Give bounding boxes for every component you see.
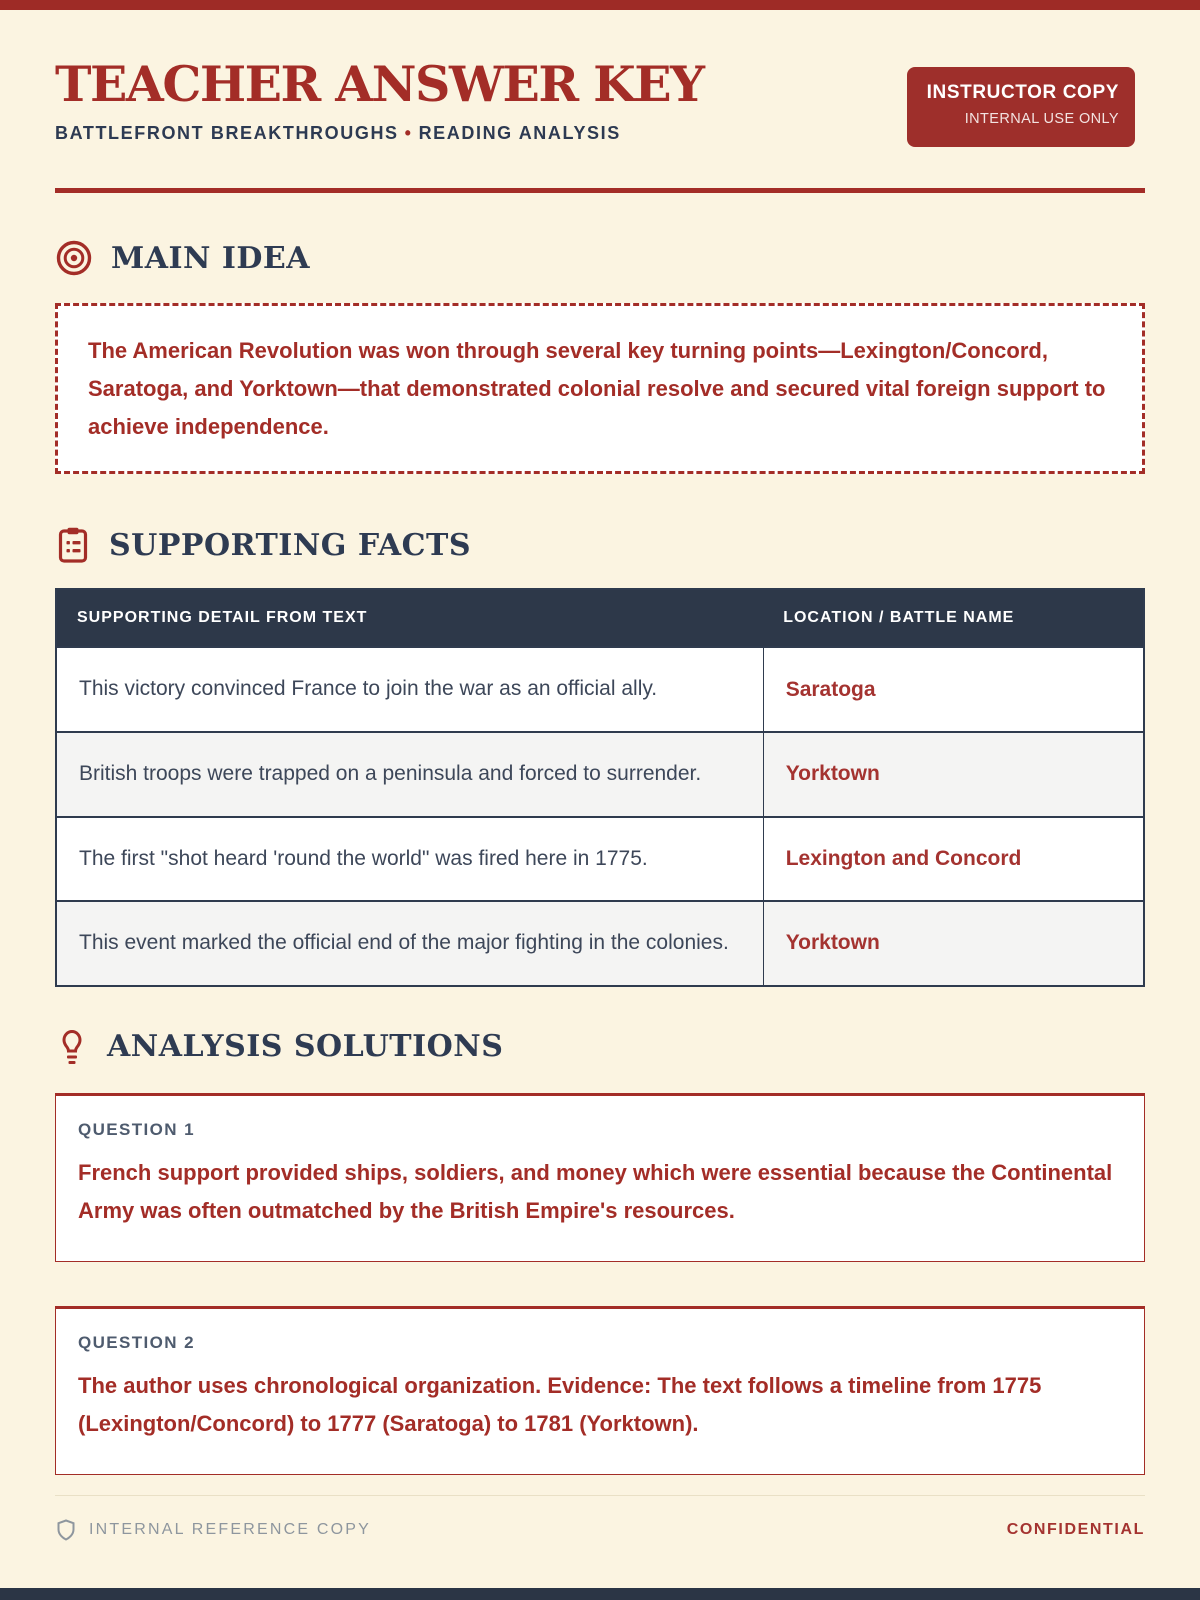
supporting-facts-section-header <box>55 526 1145 564</box>
analysis-section-header <box>55 1027 1145 1067</box>
instructor-copy-badge <box>907 67 1135 147</box>
question-2-label: QUESTION 2 <box>78 1332 195 1352</box>
analysis-heading: ANALYSIS SOLUTIONS <box>107 1029 504 1065</box>
answer-cell: Saratoga <box>763 647 1144 732</box>
detail-cell: This event marked the official end of the major fighting in the colonies. <box>56 901 763 986</box>
bottom-accent-bar <box>0 1588 1200 1600</box>
shield-icon <box>55 1518 77 1542</box>
detail-cell: This victory convinced France to join the war as an official ally. <box>56 647 763 732</box>
document-header <box>55 0 1145 193</box>
document-footer <box>55 1495 1145 1542</box>
table-row <box>56 647 1144 732</box>
supporting-facts-heading: SUPPORTING FACTS <box>109 527 472 563</box>
detail-cell: British troops were trapped on a peninsula and forced to surrender. <box>56 732 763 817</box>
footer-divider <box>55 1495 1145 1496</box>
page-title: TEACHER ANSWER KEY <box>55 55 704 113</box>
header-divider <box>55 188 1145 193</box>
question-1-answer: French support provided ships, soldiers, and money which were essential because the Continental Army was often outmatched by the British Empire's resources. <box>78 1159 1113 1224</box>
column-header-detail: SUPPORTING DETAIL FROM TEXT <box>56 589 763 647</box>
lightbulb-icon <box>55 1027 89 1067</box>
footer-confidential-label: CONFIDENTIAL <box>1006 1521 1145 1538</box>
question-2-answer: The author uses chronological organization. Evidence: The text follows a timeline from 1775 (Lexington/Concord) to 1777 (Saratoga) to 1781 (Yorktown). <box>78 1372 1042 1437</box>
badge-subtitle: INTERNAL USE ONLY <box>964 111 1119 127</box>
answer-cell: Lexington and Concord <box>763 817 1144 902</box>
table-row <box>56 732 1144 817</box>
clipboard-icon <box>55 526 91 564</box>
main-idea-section-header <box>55 239 1145 277</box>
question-1-label: QUESTION 1 <box>78 1119 195 1139</box>
subtitle-bullet: • <box>404 123 413 143</box>
question-2-answer-box <box>55 1306 1145 1475</box>
main-idea-heading: MAIN IDEA <box>111 240 311 276</box>
table-header-row <box>56 589 1144 647</box>
footer-left-label: INTERNAL REFERENCE COPY <box>89 1521 372 1538</box>
main-idea-answer-box <box>55 303 1145 474</box>
answer-cell: Yorktown <box>763 732 1144 817</box>
detail-cell: The first "shot heard 'round the world" was fired here in 1775. <box>56 817 763 902</box>
supporting-facts-table <box>55 588 1145 986</box>
main-idea-answer: The American Revolution was won through several key turning points—Lexington/Concord, Saratoga, and Yorktown—that demonstrated colonial resolve and secured vital foreign support to achieve independence. <box>88 338 1106 439</box>
table-row <box>56 817 1144 902</box>
subtitle-left: BATTLEFRONT BREAKTHROUGHS <box>55 123 399 143</box>
subtitle-right: READING ANALYSIS <box>418 123 621 143</box>
target-icon <box>55 239 93 277</box>
table-row <box>56 901 1144 986</box>
answer-cell: Yorktown <box>763 901 1144 986</box>
question-1-answer-box <box>55 1093 1145 1262</box>
column-header-location: LOCATION / BATTLE NAME <box>763 589 1144 647</box>
badge-title: INSTRUCTOR COPY <box>926 82 1119 103</box>
